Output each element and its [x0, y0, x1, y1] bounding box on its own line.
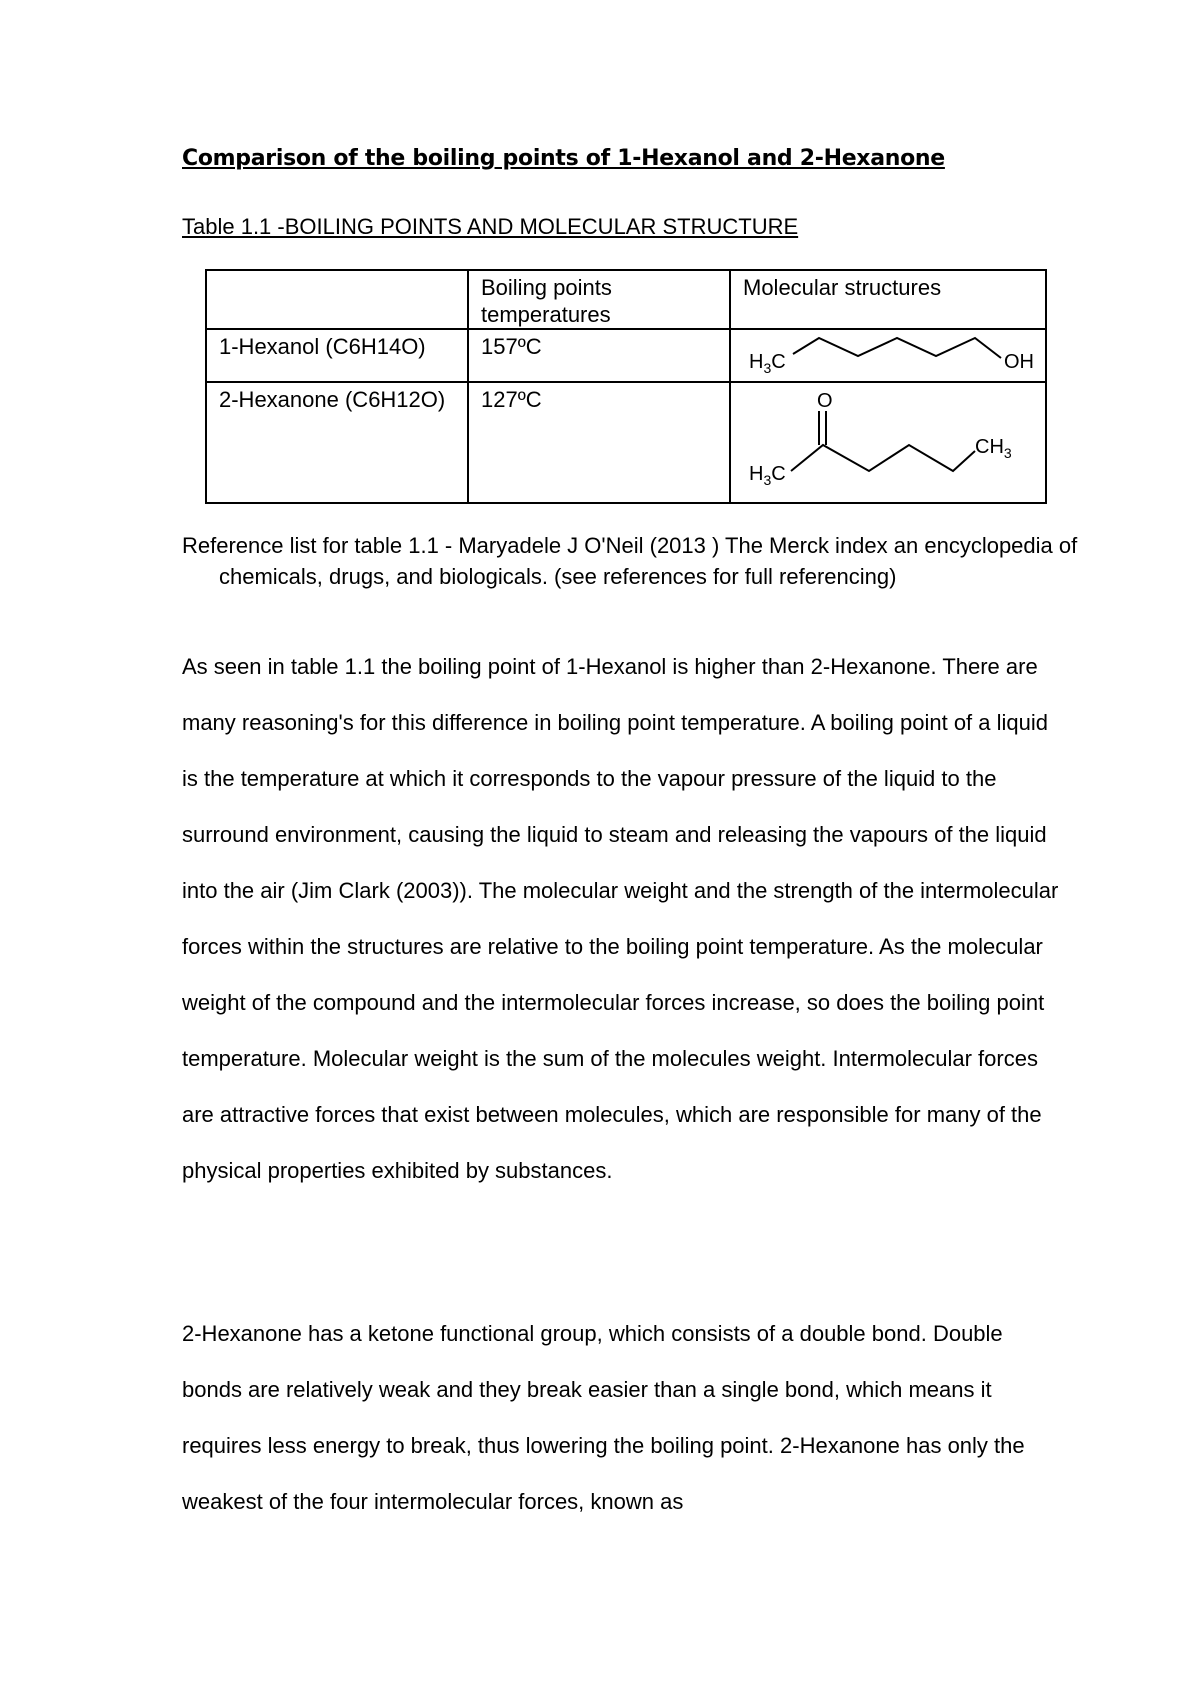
structure-cell [730, 329, 1046, 382]
compound-cell: 2-Hexanone (C6H12O) [206, 382, 468, 503]
table-header-row [206, 270, 1046, 329]
structure-cell [730, 382, 1046, 503]
body-paragraph: As seen in table 1.1 the boiling point of 1-Hexanol is higher than 2-Hexanone. There are many reasoning's for this difference in boiling point temperature. A boiling point of a liquid is the temperature at which it corresponds to the vapour pressure of the liquid to the surround environment, causing the liquid to steam and releasing the vapours of the liquid into the air (Jim Clark (2003)). The molecular weight and the strength of the intermolecular forces within the structures are relative to the boiling point temperature. As the molecular weight of the compound and the intermolecular forces increase, so does the boiling point temperature. Molecular weight is the sum of the molecules weight. Intermolecular forces are attractive forces that exist between molecules, which are responsible for many of the physical properties exhibited by substances. [182, 654, 1059, 1183]
table-header-cell: Boiling points temperatures [468, 270, 730, 329]
table-header-cell [206, 270, 468, 329]
boiling-point-cell: 157ºC [468, 329, 730, 382]
boiling-point-cell: 127ºC [468, 382, 730, 503]
table-reference: Reference list for table 1.1 - Maryadele J O'Neil (2013 ) The Merck index an encyclopedia of chemicals, drugs, and biologicals. (see references for full referencing) [182, 533, 1078, 589]
boiling-points-table [205, 269, 1047, 504]
svg-text:CH3: $CH_3$ [975, 436, 1012, 461]
table-row [206, 329, 1046, 382]
compound-cell: 1-Hexanol (C6H14O) [206, 329, 468, 382]
2-hexanone-skeletal-structure-icon [731, 383, 1047, 501]
svg-text:O: O [817, 390, 833, 412]
body-paragraph: 2-Hexanone has a ketone functional group, which consists of a double bond. Double bonds are relatively weak and they break easier than a single bond, which means it requires less energy to break, thus lowering the boiling point. 2-Hexanone has only the weakest of the four intermolecular forces, known as [182, 1321, 1025, 1514]
document-title: Comparison of the boiling points of 1-Hexanol and 2-Hexanone [182, 146, 945, 171]
svg-text:H3C: $H_3C$ [749, 351, 786, 376]
table-header-cell: Molecular structures [730, 270, 1046, 329]
table-caption: Table 1.1 -BOILING POINTS AND MOLECULAR STRUCTURE [182, 214, 799, 239]
table-row [206, 382, 1046, 503]
svg-text:H3C: $H_3C$ [749, 463, 786, 488]
1-hexanol-skeletal-structure-icon [731, 330, 1047, 380]
svg-text:OH: OH [1004, 351, 1034, 373]
